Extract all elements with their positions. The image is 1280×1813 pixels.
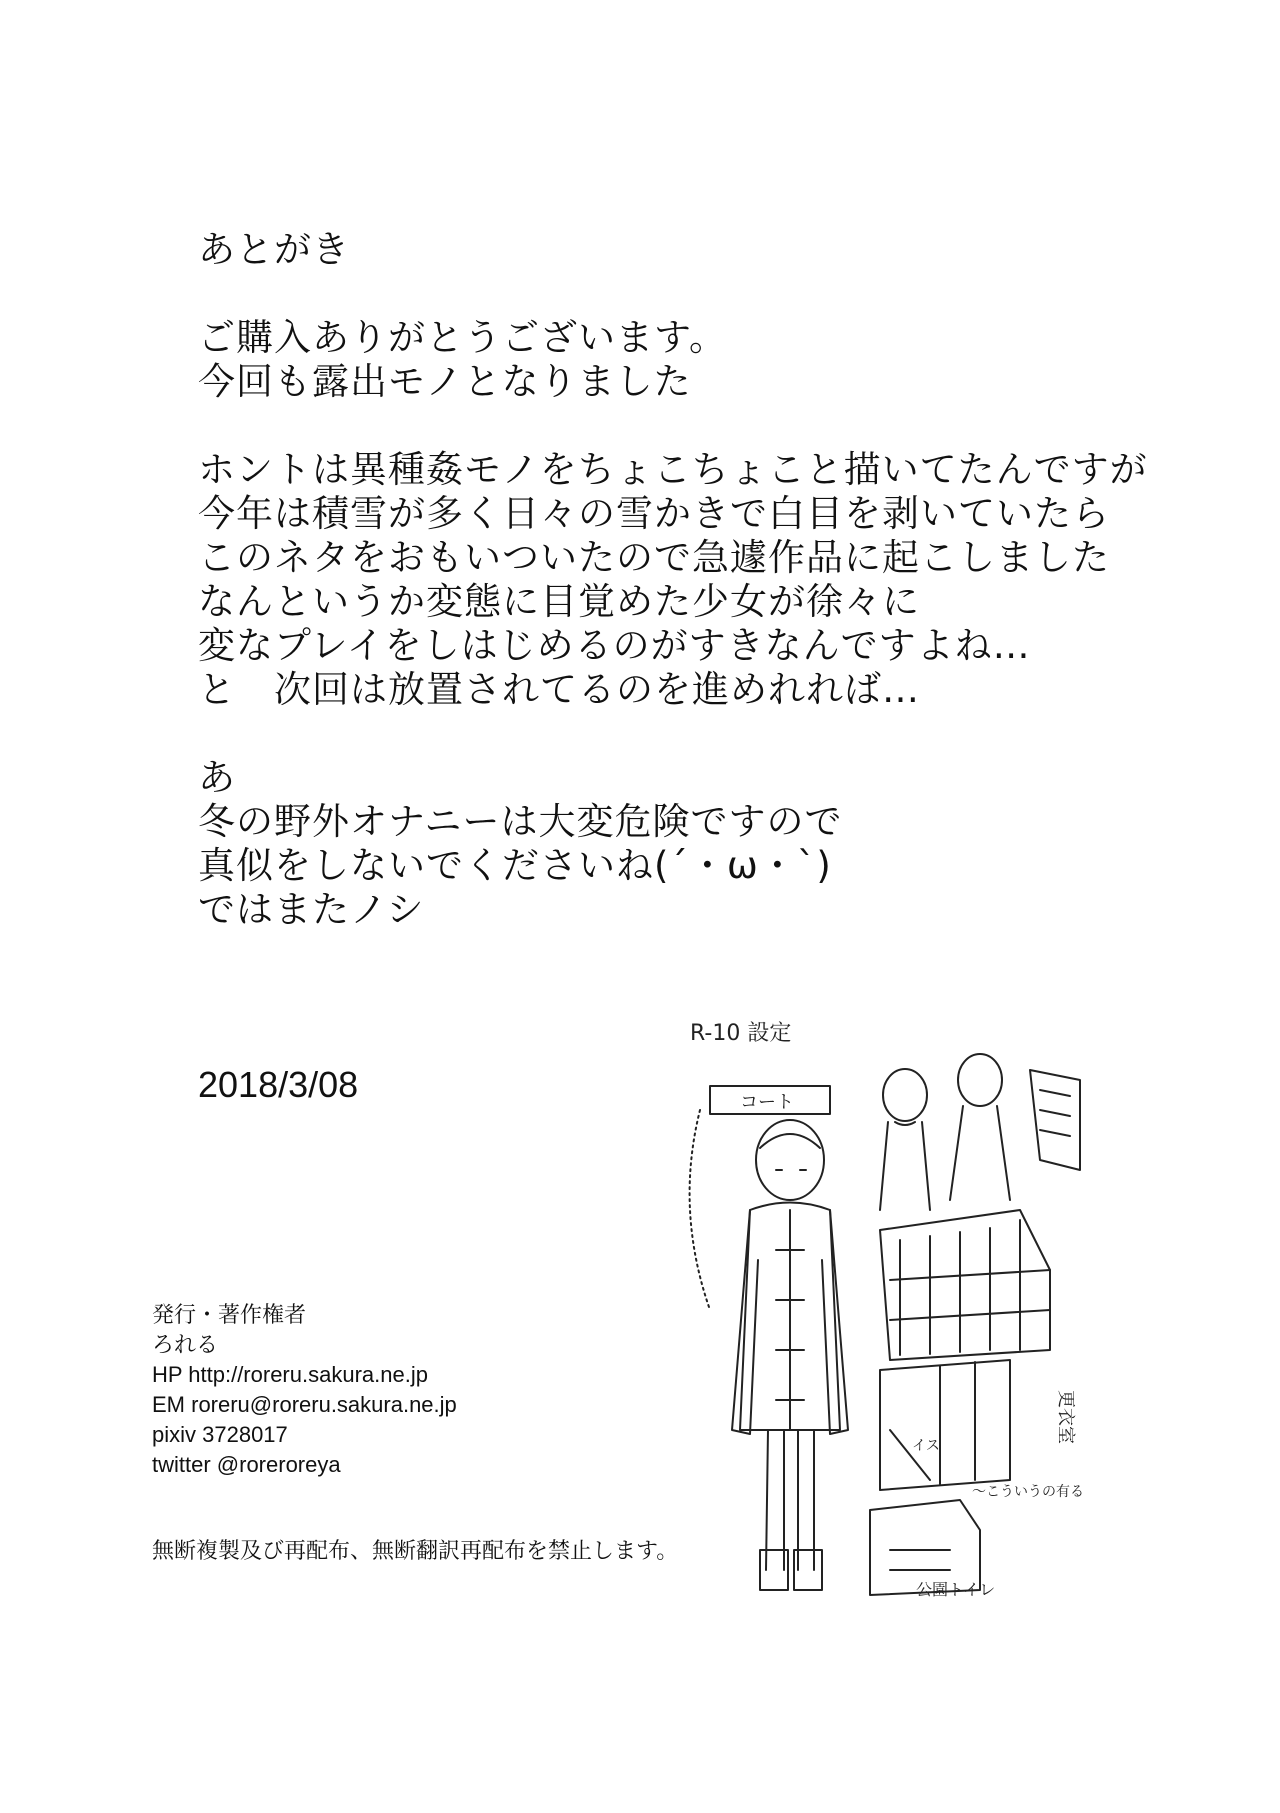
- afterword-line: ご購入ありがとうございます。: [198, 316, 728, 359]
- afterword-text-block: [198, 228, 1148, 932]
- colophon-homepage: HP http://roreru.sakura.ne.jp: [152, 1362, 428, 1387]
- locker-room-label: 更衣室: [1055, 1390, 1076, 1444]
- afterword-title: あとがき: [198, 228, 350, 271]
- bench-label: イス: [912, 1438, 940, 1454]
- colophon-author: ろれる: [152, 1332, 219, 1357]
- afterword-line: なんというか変態に目覚めた少女が徐々に: [198, 580, 920, 623]
- colophon-heading: 発行・著作権者: [152, 1302, 307, 1327]
- colophon-email: EM roreru@roreru.sakura.ne.jp: [152, 1392, 457, 1417]
- afterword-line: 真似をしないでくださいね(´・ω・`): [198, 844, 832, 887]
- afterword-line: 今年は積雪が多く日々の雪かきで白目を剥いていたら: [198, 492, 1110, 535]
- afterword-date: 2018/3/08: [198, 1064, 359, 1105]
- afterword-line: [198, 404, 1098, 448]
- colophon-twitter: twitter @roreroreya: [152, 1452, 341, 1477]
- afterword-line: あ: [198, 756, 236, 799]
- afterword-line: と 次回は放置されてるのを進めれれば…: [198, 668, 920, 711]
- character-sketch-illustration: [680, 1010, 1100, 1600]
- afterword-line: 今回も露出モノとなりました: [198, 360, 692, 403]
- note-label: 〜こういうの有る: [972, 1484, 1084, 1500]
- colophon-pixiv: pixiv 3728017: [152, 1422, 288, 1447]
- afterword-line: ホントは異種姦モノをちょこちょこと描いてたんですが: [198, 448, 1148, 491]
- sketch-header: R-10 設定: [690, 1021, 792, 1046]
- afterword-line: 冬の野外オナニーは大変危険ですので: [198, 800, 843, 843]
- colophon: [152, 1300, 672, 1480]
- afterword-line: ではまたノシ: [198, 888, 425, 931]
- afterword-line: [198, 712, 1098, 756]
- park-toilet-label: 公園トイレ: [916, 1580, 996, 1599]
- afterword-line: 変なプレイをしはじめるのがすきなんですよね…: [198, 624, 1031, 667]
- coat-label: コート: [740, 1092, 794, 1113]
- afterword-line: このネタをおもいついたので急遽作品に起こしました: [198, 536, 1110, 579]
- copyright-notice: 無断複製及び再配布、無断翻訳再配布を禁止します。: [152, 1539, 679, 1564]
